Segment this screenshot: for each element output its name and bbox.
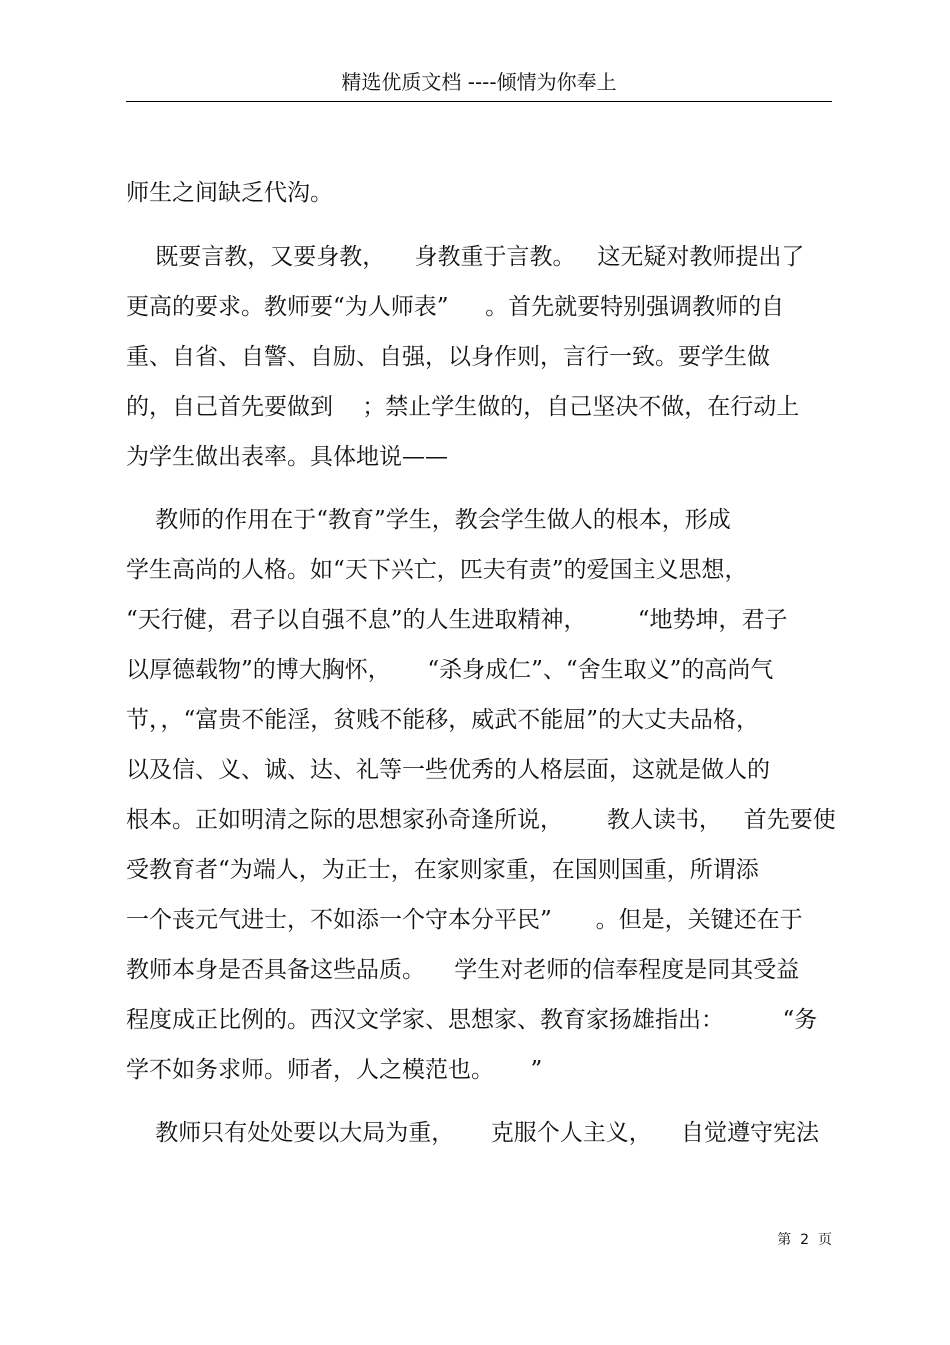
page-header: 精选优质文档 ----倾情为你奉上 — [341, 70, 617, 94]
body-line: 既要言教，又要身教， 身教重于言教。 这无疑对教师提出了 — [126, 244, 805, 270]
body-line: 教师只有处处要以大局为重， 克服个人主义， 自觉遵守宪法 — [126, 1120, 820, 1146]
page-number: 第 2 页 — [777, 1232, 832, 1248]
body-line: 根本。正如明清之际的思想家孙奇逢所说， 教人读书， 首先要使 — [126, 807, 836, 833]
body-line: 更高的要求。教师要“为人师表” 。首先就要特别强调教师的自 — [126, 294, 785, 320]
body-line: 教师本身是否具备这些品质。 学生对老师的信奉程度是同其受益 — [126, 957, 800, 983]
body-line: 一个丧元气进士，不如添一个守本分平民” 。但是，关键还在于 — [126, 907, 803, 933]
body-line: 程度成正比例的。西汉文学家、思想家、教育家扬雄指出： “务 — [126, 1007, 818, 1033]
header-divider — [126, 101, 832, 102]
body-line: 教师的作用在于“教育”学生，教会学生做人的根本，形成 — [126, 507, 731, 533]
body-line: 学不如务求师。师者，人之模范也。 ” — [126, 1057, 543, 1083]
body-line: 节，，“富贵不能淫，贫贱不能移，威武不能屈”的大丈夫品格， — [126, 707, 760, 733]
body-line: 学生高尚的人格。如“天下兴亡，匹夫有责”的爱国主义思想， — [126, 557, 748, 583]
body-line: “天行健，君子以自强不息”的人生进取精神， “地势坤，君子 — [126, 607, 788, 633]
body-line: 以及信、义、诚、达、礼等一些优秀的人格层面，这就是做人的 — [126, 757, 770, 783]
body-line: 的，自己首先要做到 ；禁止学生做的，自己坚决不做，在行动上 — [126, 394, 800, 420]
body-line: 以厚德载物”的博大胸怀， “杀身成仁”、“舍生取义”的高尚气 — [126, 657, 774, 683]
body-line: 师生之间缺乏代沟。 — [126, 180, 333, 206]
body-line: 重、自省、自警、自励、自强，以身作则，言行一致。要学生做 — [126, 344, 770, 370]
body-line: 受教育者“为端人，为正士，在家则家重，在国则国重，所谓添 — [126, 857, 759, 883]
body-line: 为学生做出表率。具体地说—— — [126, 444, 448, 470]
